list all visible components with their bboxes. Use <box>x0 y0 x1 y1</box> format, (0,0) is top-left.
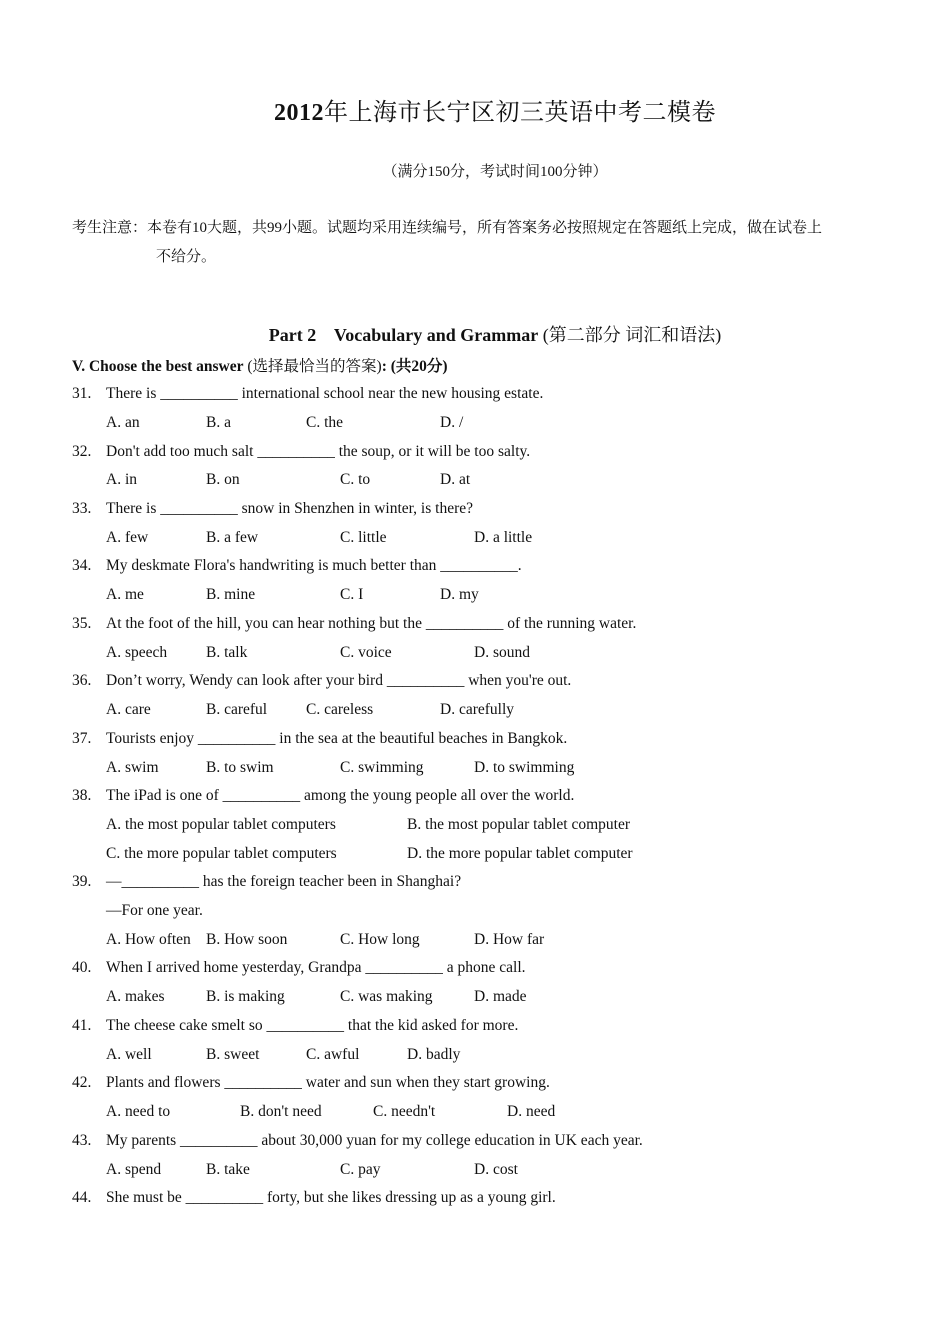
question-number: 33. <box>72 500 92 517</box>
question-stem: Don’t worry, Wendy can look after your bird __________ when you're out. <box>106 672 572 689</box>
option-c[interactable]: C. swimming <box>340 759 424 776</box>
option-a[interactable]: A. need to <box>106 1103 171 1120</box>
question-39 <box>72 870 932 894</box>
question-stem: The cheese cake smelt so __________ that the kid asked for more. <box>106 1017 519 1034</box>
option-a[interactable]: A. How often <box>106 931 191 948</box>
section-label: V. Choose the best answer <box>72 358 244 375</box>
option-b[interactable]: B. careful <box>206 701 268 718</box>
question-stem: When I arrived home yesterday, Grandpa __________ a phone call. <box>106 959 526 976</box>
option-d[interactable]: D. carefully <box>440 701 515 718</box>
question-number: 39. <box>72 873 92 890</box>
question-stem: At the foot of the hill, you can hear nothing but the __________ of the running water. <box>106 615 637 632</box>
notice-line-2: 不给分。 <box>156 249 217 265</box>
option-c[interactable]: C. to <box>340 471 371 488</box>
option-a[interactable]: A. well <box>106 1046 152 1063</box>
question-38 <box>72 784 932 808</box>
option-b[interactable]: B. is making <box>206 988 285 1005</box>
question-stem: She must be __________ forty, but she likes dressing up as a young girl. <box>106 1189 556 1206</box>
option-b[interactable]: B. a <box>206 414 231 431</box>
option-b[interactable]: B. mine <box>206 586 256 603</box>
option-b[interactable]: B. on <box>206 471 240 488</box>
option-b[interactable]: B. take <box>206 1161 250 1178</box>
option-d[interactable]: D. / <box>440 414 464 431</box>
option-c[interactable]: C. was making <box>340 988 433 1005</box>
question-number: 37. <box>72 730 92 747</box>
option-c[interactable]: C. I <box>340 586 364 603</box>
question-44 <box>72 1186 932 1210</box>
option-c[interactable]: C. pay <box>340 1161 381 1178</box>
question-41 <box>72 1014 932 1038</box>
option-a[interactable]: A. in <box>106 471 137 488</box>
option-b[interactable]: B. the most popular tablet computer <box>407 816 630 833</box>
option-d[interactable]: D. sound <box>474 644 530 661</box>
question-40 <box>72 956 932 980</box>
option-a[interactable]: A. an <box>106 414 140 431</box>
option-c[interactable]: C. voice <box>340 644 392 661</box>
question-number: 42. <box>72 1074 92 1091</box>
question-34 <box>72 554 932 578</box>
question-stem: Plants and flowers __________ water and sun when they start growing. <box>106 1074 550 1091</box>
question-stem: The iPad is one of __________ among the young people all over the world. <box>106 787 575 804</box>
option-b[interactable]: B. How soon <box>206 931 288 948</box>
question-stem: There is __________ international school near the new housing estate. <box>106 385 544 402</box>
option-d[interactable]: D. cost <box>474 1161 518 1178</box>
dialogue-reply: —For one year. <box>106 902 203 919</box>
option-d[interactable]: D. a little <box>474 529 533 546</box>
option-b[interactable]: B. to swim <box>206 759 274 776</box>
option-c[interactable]: C. needn't <box>373 1103 436 1120</box>
question-42 <box>72 1071 932 1095</box>
part-label-cn: (第二部分 词汇和语法) <box>538 325 722 345</box>
option-b[interactable]: B. don't need <box>240 1103 322 1120</box>
option-b[interactable]: B. talk <box>206 644 248 661</box>
option-a[interactable]: A. speech <box>106 644 168 661</box>
option-d[interactable]: D. at <box>440 471 471 488</box>
question-33 <box>72 497 932 521</box>
question-stem: —__________ has the foreign teacher been in Shanghai? <box>106 873 462 890</box>
question-number: 38. <box>72 787 92 804</box>
exam-notice <box>72 214 918 272</box>
title-text: 年上海市长宁区初三英语中考二模卷 <box>324 100 716 126</box>
question-stem: There is __________ snow in Shenzhen in winter, is there? <box>106 500 473 517</box>
option-b[interactable]: B. sweet <box>206 1046 260 1063</box>
option-d[interactable]: D. How far <box>474 931 545 948</box>
section-label-cn: (选择最恰当的答案) <box>243 358 382 375</box>
question-number: 44. <box>72 1189 92 1206</box>
option-a[interactable]: A. spend <box>106 1161 162 1178</box>
option-b[interactable]: B. a few <box>206 529 259 546</box>
question-number: 31. <box>72 385 92 402</box>
question-number: 41. <box>72 1017 92 1034</box>
question-number: 40. <box>72 959 92 976</box>
question-stem: My parents __________ about 30,000 yuan for my college education in UK each year. <box>106 1132 643 1149</box>
option-c[interactable]: C. the <box>306 414 344 431</box>
exam-info: （满分150分，考试时间100分钟） <box>382 164 608 180</box>
notice-line-1: 考生注意：本卷有10大题，共99小题。试题均采用连续编号，所有答案务必按照规定在答题纸上完成，做在试卷上 <box>72 220 823 236</box>
part-heading <box>0 321 950 347</box>
option-a[interactable]: A. the most popular tablet computers <box>106 816 336 833</box>
option-a[interactable]: A. swim <box>106 759 159 776</box>
option-a[interactable]: A. makes <box>106 988 165 1005</box>
section-points: : (共20分) <box>381 358 448 375</box>
option-a[interactable]: A. care <box>106 701 151 718</box>
option-c[interactable]: C. little <box>340 529 387 546</box>
question-35 <box>72 612 932 636</box>
option-d[interactable]: D. the more popular tablet computer <box>407 845 633 862</box>
question-43 <box>72 1129 932 1153</box>
question-stem: Don't add too much salt __________ the soup, or it will be too salty. <box>106 443 531 460</box>
page-title <box>0 92 950 127</box>
question-31 <box>72 382 932 406</box>
option-a[interactable]: A. me <box>106 586 144 603</box>
question-number: 43. <box>72 1132 92 1149</box>
question-36 <box>72 669 932 693</box>
option-c[interactable]: C. careless <box>306 701 374 718</box>
title-year: 2012 <box>274 100 324 126</box>
option-d[interactable]: D. badly <box>407 1046 461 1063</box>
question-32 <box>72 440 932 464</box>
question-number: 34. <box>72 557 92 574</box>
option-d[interactable]: D. my <box>440 586 479 603</box>
option-d[interactable]: D. to swimming <box>474 759 575 776</box>
question-stem: My deskmate Flora's handwriting is much better than __________. <box>106 557 522 574</box>
option-c[interactable]: C. the more popular tablet computers <box>106 845 337 862</box>
option-c[interactable]: C. How long <box>340 931 420 948</box>
question-number: 36. <box>72 672 92 689</box>
question-37 <box>72 727 932 751</box>
option-d[interactable]: D. made <box>474 988 527 1005</box>
option-d[interactable]: D. need <box>507 1103 556 1120</box>
question-stem: Tourists enjoy __________ in the sea at the beautiful beaches in Bangkok. <box>106 730 568 747</box>
option-a[interactable]: A. few <box>106 529 149 546</box>
question-number: 32. <box>72 443 92 460</box>
section-heading <box>72 354 448 376</box>
question-number: 35. <box>72 615 92 632</box>
option-c[interactable]: C. awful <box>306 1046 360 1063</box>
part-label: Part 2 Vocabulary and Grammar <box>268 325 539 345</box>
